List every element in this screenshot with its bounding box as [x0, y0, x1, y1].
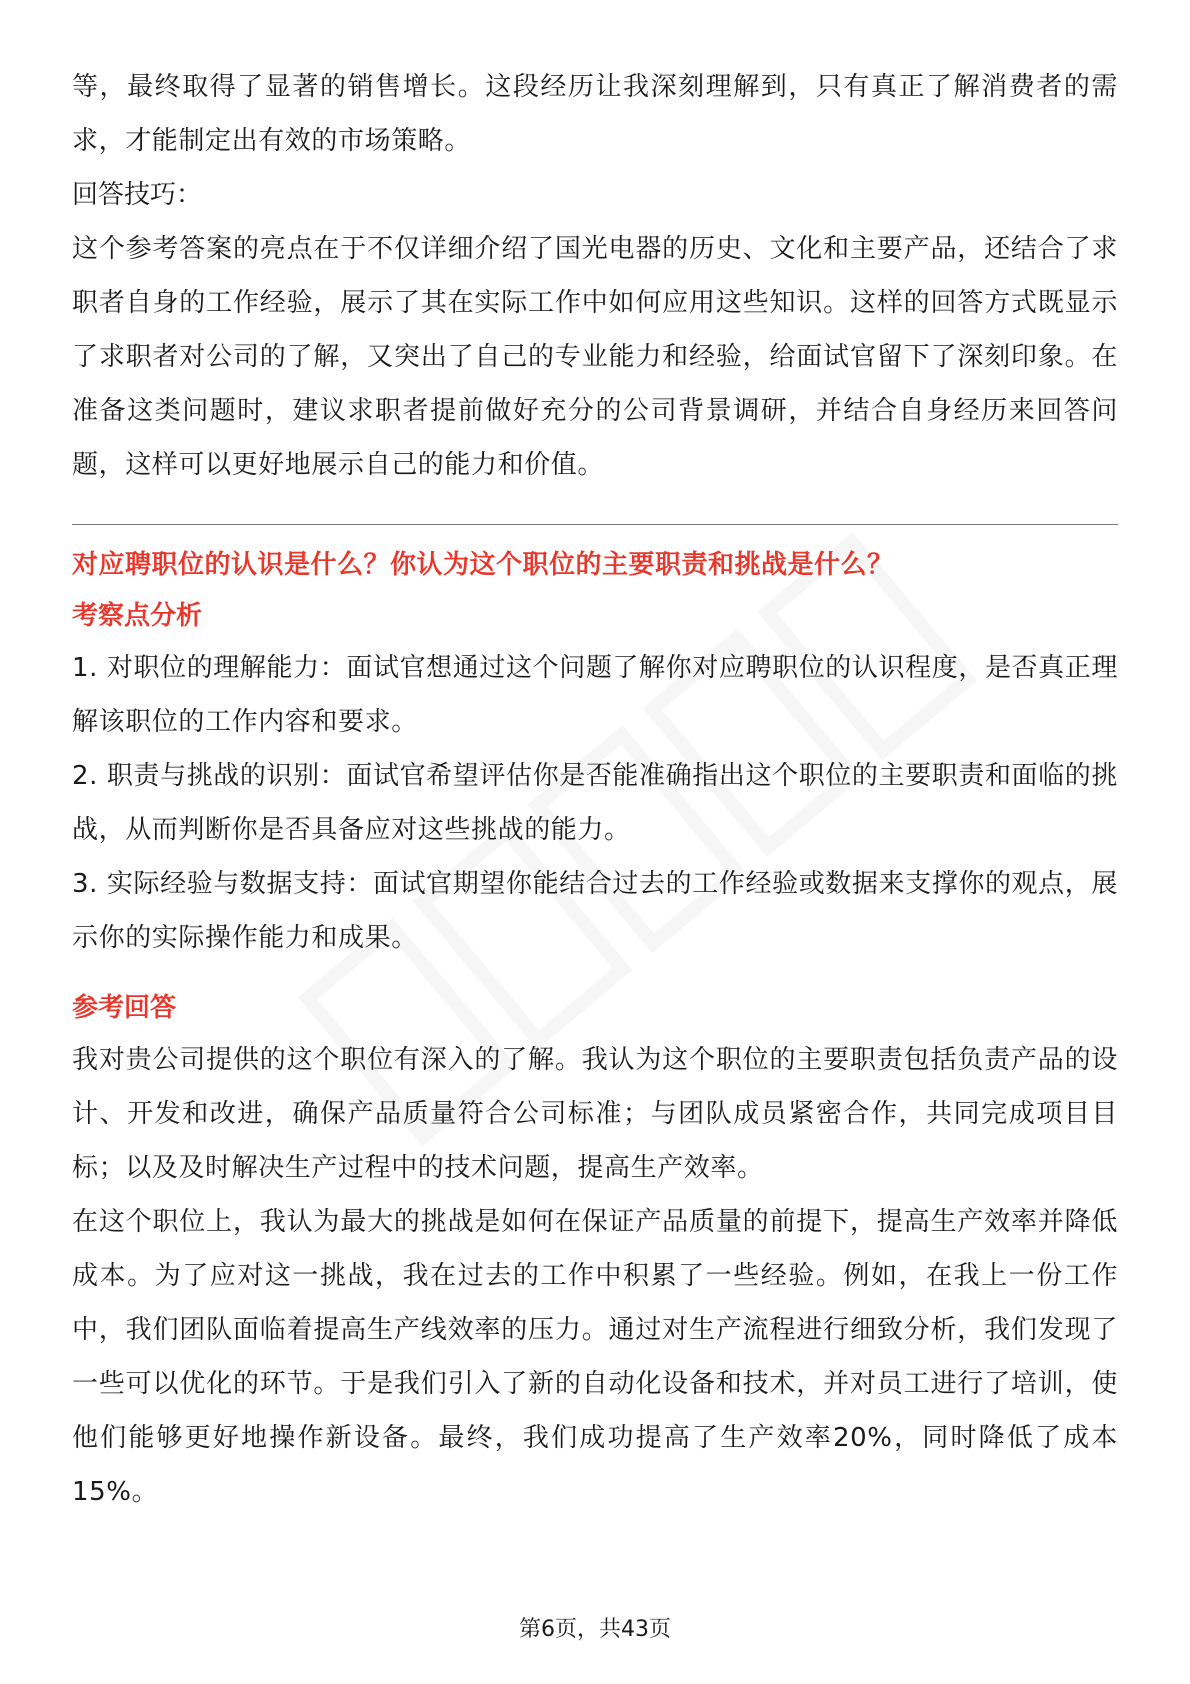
page-footer: 第6页，共43页 — [519, 1617, 671, 1642]
tips-section — [72, 222, 1118, 492]
analysis-point: 1. 对职位的理解能力：面试官想通过这个问题了解你对应聘职位的认识程度，是否真正理解该职位的工作内容和要求。 — [72, 653, 1118, 737]
section-divider — [72, 524, 1118, 525]
intro-continuation-paragraph: 等，最终取得了显著的销售增长。这段经历让我深刻理解到，只有真正了解消费者的需求，才能制定出有效的市场策略。 — [72, 72, 1118, 156]
answer-heading: 参考回答 — [72, 993, 177, 1023]
analysis-points — [72, 641, 1118, 965]
answer-section — [72, 1033, 1118, 1519]
tips-paragraph: 这个参考答案的亮点在于不仅详细介绍了国光电器的历史、文化和主要产品，还结合了求职者自身的工作经验，展示了其在实际工作中如何应用这些知识。这样的回答方式既显示了求职者对公司的了解，又突出了自己的专业能力和经验，给面试官留下了深刻印象。在准备这类问题时，建议求职者提前做好充分的公司背景调研，并结合自身经历来回答问题，这样可以更好地展示自己的能力和价值。 — [72, 234, 1118, 480]
page-content — [72, 60, 1118, 1519]
question-heading: 对应聘职位的认识是什么？你认为这个职位的主要职责和挑战是什么？ — [72, 550, 894, 580]
tips-label: 回答技巧： — [72, 180, 203, 210]
analysis-point: 2. 职责与挑战的识别：面试官希望评估你是否能准确指出这个职位的主要职责和面临的挑战，从而判断你是否具备应对这些挑战的能力。 — [72, 761, 1118, 845]
answer-paragraph: 我对贵公司提供的这个职位有深入的了解。我认为这个职位的主要职责包括负责产品的设计、开发和改进，确保产品质量符合公司标准；与团队成员紧密合作，共同完成项目目标；以及及时解决生产过程中的技术问题，提高生产效率。 — [72, 1045, 1118, 1183]
analysis-heading: 考察点分析 — [72, 601, 203, 631]
analysis-point: 3. 实际经验与数据支持：面试官期望你能结合过去的工作经验或数据来支撑你的观点，展示你的实际操作能力和成果。 — [72, 869, 1118, 953]
answer-paragraph: 在这个职位上，我认为最大的挑战是如何在保证产品质量的前提下，提高生产效率并降低成本。为了应对这一挑战，我在过去的工作中积累了一些经验。例如，在我上一份工作中，我们团队面临着提高生产线效率的压力。通过对生产流程进行细致分析，我们发现了一些可以优化的环节。于是我们引入了新的自动化设备和技术，并对员工进行了培训，使他们能够更好地操作新设备。最终，我们成功提高了生产效率20%，同时降低了成本15%。 — [72, 1207, 1118, 1507]
